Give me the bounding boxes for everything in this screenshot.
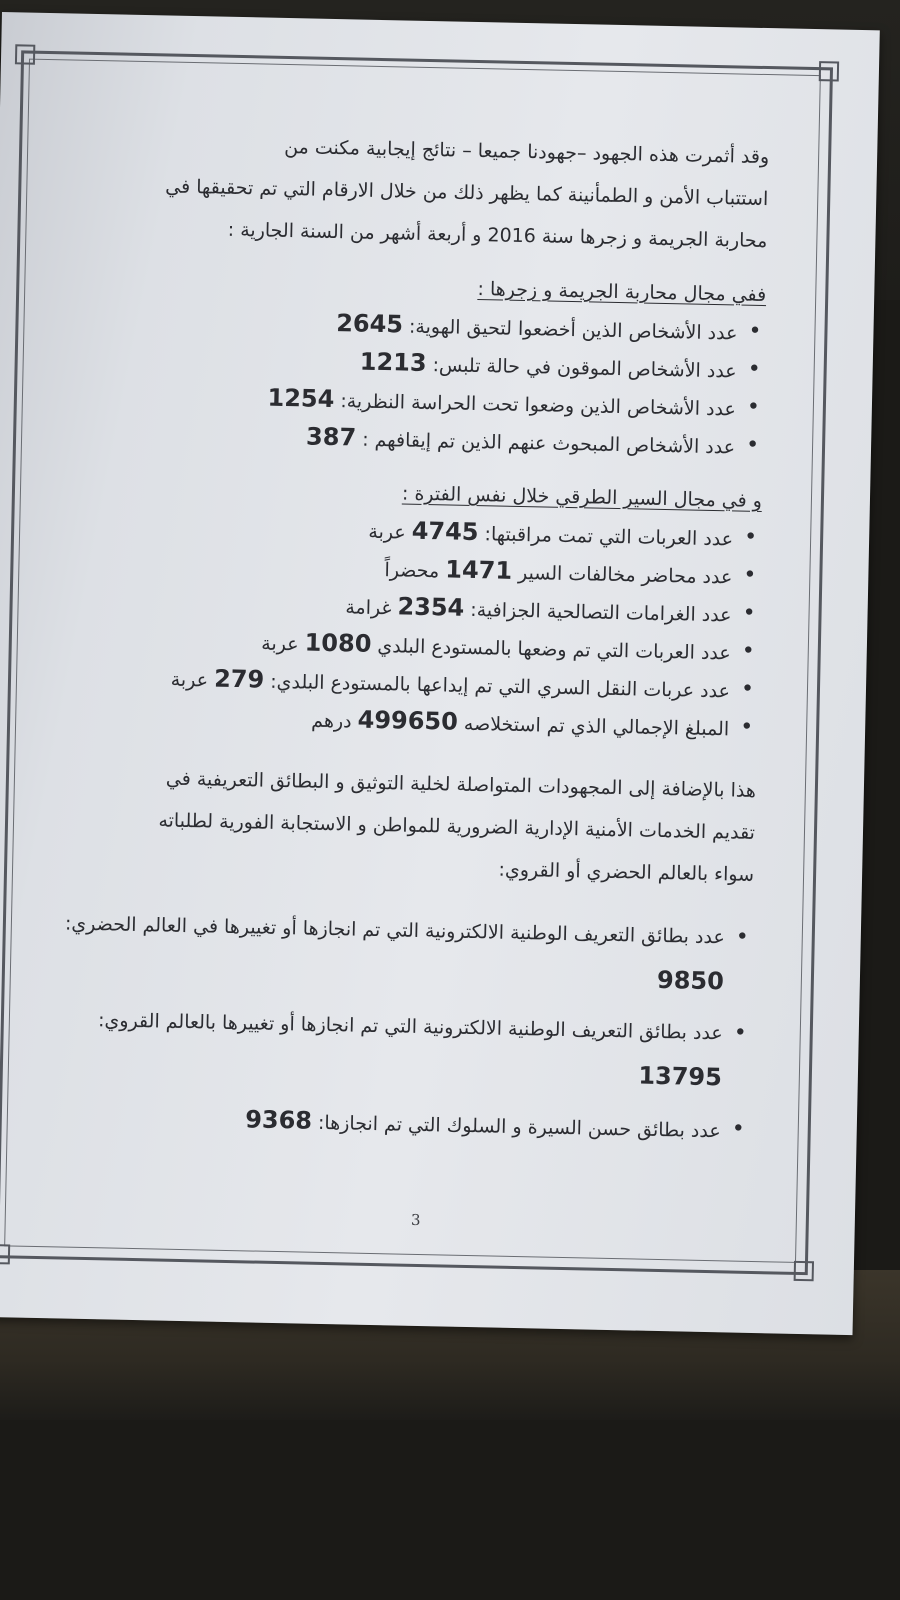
item-label: عدد الأشخاص الذين أخضعوا لتحيق الهوية: [408, 315, 738, 345]
intro-line: محاربة الجريمة و زجرها سنة 2016 و أربعة أشهر من السنة الجارية : [227, 218, 768, 253]
border-corner-ornament [15, 44, 35, 64]
item-label: عدد بطائق التعريف الوطنية الالكترونية التي تم انجازها أو تغييرها بالعالم القروي: [97, 1009, 723, 1045]
item-label: المبلغ الإجمالي الذي تم استخلاصه [463, 712, 730, 741]
item-value: 499650 [357, 705, 459, 736]
services-line: تقديم الخدمات الأمنية الإدارية الضرورية للمواطن و الاستجابة الفورية لطلباته [158, 809, 756, 844]
item-label: عدد العربات التي تمت مراقبتها: [484, 523, 734, 551]
item-value: 1213 [359, 347, 427, 377]
item-value: 13795 [638, 1061, 723, 1092]
id-cards-stats-list [48, 901, 753, 1154]
item-value: 387 [305, 422, 357, 452]
item-label: عدد الغرامات التصالحية الجزافية: [470, 598, 732, 627]
services-line: هذا بالإضافة إلى المجهودات المتواصلة لخلية التوثيق و البطائق التعريفية في [165, 767, 757, 802]
item-label: عدد بطائق التعريف الوطنية الالكترونية التي تم انجازها أو تغييرها في العالم الحضري: [64, 912, 726, 949]
list-item [52, 901, 754, 1006]
traffic-stats-list [57, 505, 762, 748]
crime-section-heading: ففي مجال محاربة الجريمة و زجرها : [477, 278, 767, 307]
item-unit: عربة [261, 632, 299, 656]
item-value: 2354 [397, 592, 465, 622]
item-label: عدد الأشخاص المبحوث عنهم الذين تم إيقافهم : [361, 428, 736, 459]
list-item [48, 1093, 749, 1154]
border-corner-ornament [794, 1261, 814, 1281]
item-value: 1080 [304, 628, 372, 658]
item-label: عدد بطائق حسن السيرة و السلوك التي تم انجازها: [317, 1111, 721, 1143]
item-unit: درهم [311, 709, 352, 733]
item-unit: عربة [368, 520, 406, 544]
page-number: 3 [410, 1210, 421, 1230]
item-unit: محضراً [384, 559, 440, 583]
item-label: عدد عربات النقل السري التي تم إيداعها بالمستودع البلدي: [269, 670, 731, 703]
document-page [0, 12, 880, 1335]
item-unit: عربة [170, 668, 209, 692]
item-label: عدد العربات التي تم وضعها بالمستودع البلدي [377, 635, 731, 665]
list-item [49, 997, 751, 1102]
item-label: عدد الأشخاص الموقون في حالة تلبس: [432, 354, 737, 383]
item-label: عدد الأشخاص الذين وضعوا تحت الحراسة النظرية: [340, 390, 737, 421]
item-value: 9850 [656, 965, 725, 996]
item-label: عدد محاضر مخالفات السير [517, 561, 733, 589]
services-line: سواء بالعالم الحضري أو القروي: [498, 858, 755, 886]
intro-line: استتباب الأمن و الطمأنينة كما يظهر ذلك من خلال الارقام التي تم تحقيقها في [165, 175, 769, 211]
item-value: 1471 [445, 555, 513, 585]
item-value: 4745 [411, 516, 479, 547]
crime-stats-list [63, 299, 766, 466]
traffic-section-heading: و في مجال السير الطرقي خلال نفس الفترة : [401, 482, 763, 513]
item-value: 1254 [267, 383, 335, 414]
border-corner-ornament [819, 61, 839, 81]
item-value: 2645 [335, 309, 404, 339]
item-value: 279 [213, 664, 265, 694]
item-unit: غرامة [345, 596, 392, 620]
border-corner-ornament [0, 1244, 10, 1264]
document-body [48, 93, 770, 1159]
intro-line: وقد أثمرت هذه الجهود –جهودنا جميعا – نتائج إيجابية مكنت من [283, 135, 770, 169]
item-value: 9368 [244, 1105, 313, 1135]
services-paragraph [54, 755, 756, 896]
intro-paragraph [67, 121, 769, 262]
